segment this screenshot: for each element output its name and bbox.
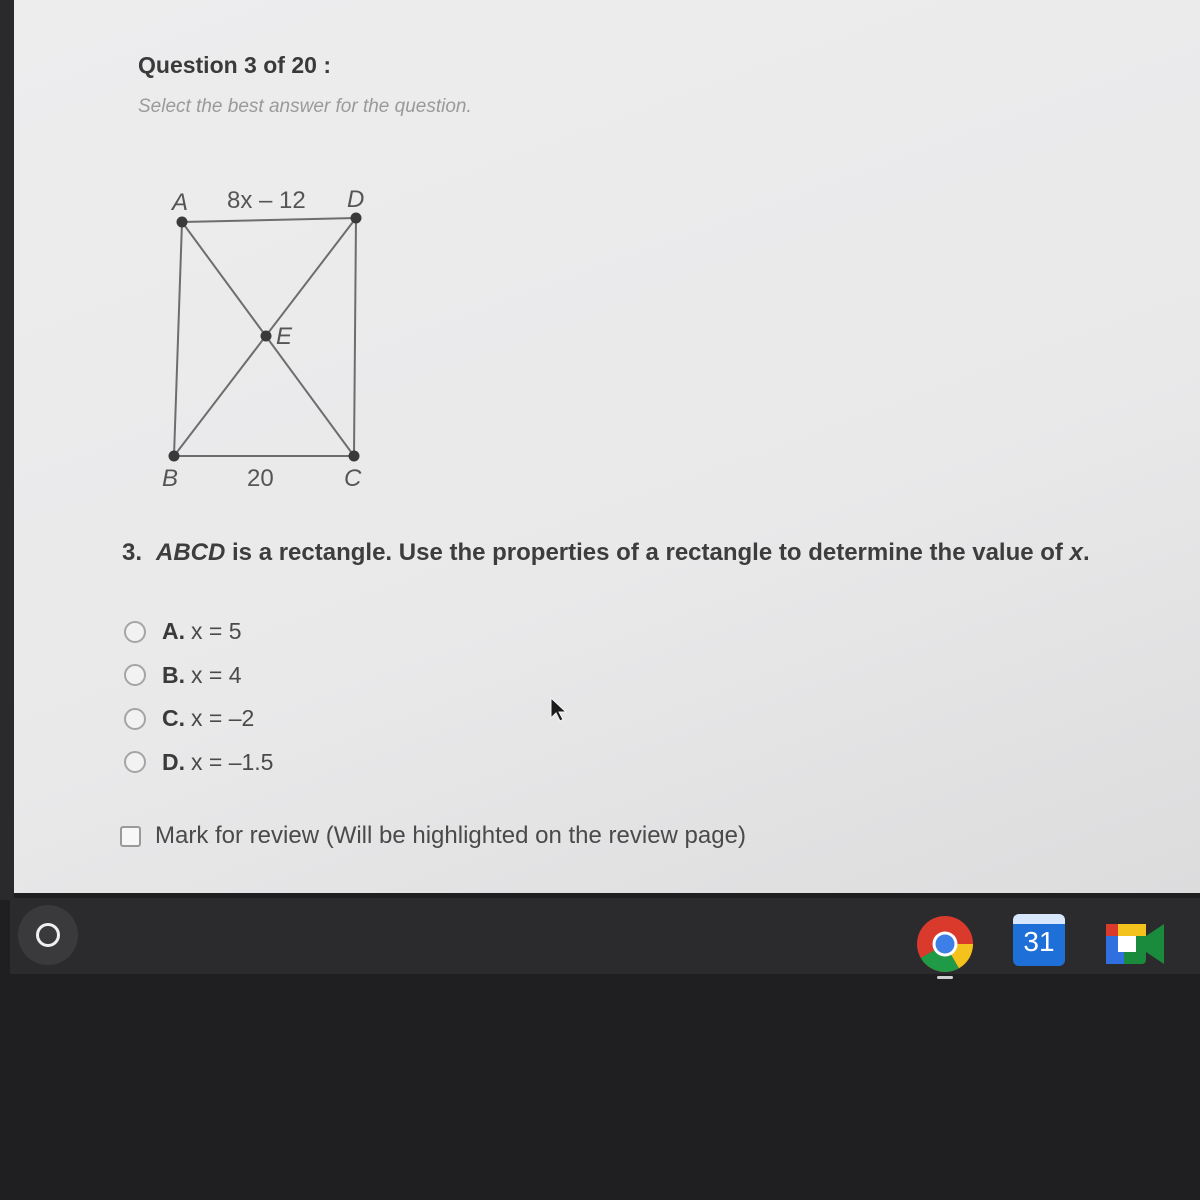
screen-bezel — [0, 0, 14, 900]
label-top-side: 8x – 12 — [227, 187, 306, 214]
point-e — [261, 331, 272, 342]
chrome-icon[interactable] — [915, 914, 975, 974]
mouse-cursor-icon — [550, 697, 570, 723]
mark-for-review[interactable] — [120, 822, 746, 850]
option-text: x = –1.5 — [191, 748, 274, 775]
option-letter: C. — [162, 705, 185, 732]
question-period: . — [1082, 539, 1090, 566]
option-text: x = 5 — [191, 618, 242, 645]
option-text: x = 4 — [191, 661, 242, 688]
chrome-active-indicator — [937, 976, 953, 979]
question-instruction: Select the best answer for the question. — [138, 96, 472, 117]
point-b — [169, 451, 180, 462]
option-a[interactable] — [124, 610, 273, 654]
option-b[interactable] — [124, 654, 273, 698]
label-a: A — [172, 189, 189, 216]
option-d[interactable] — [124, 741, 273, 785]
option-c[interactable] — [124, 697, 273, 741]
meet-icon[interactable] — [1104, 918, 1166, 970]
answer-options — [124, 610, 273, 784]
review-label: Mark for review (Will be highlighted on the review page) — [155, 822, 746, 849]
side-ad — [182, 218, 356, 222]
rectangle-diagram — [144, 180, 384, 500]
radio-button[interactable] — [124, 621, 146, 643]
question-shape-name: ABCD — [156, 539, 226, 566]
quiz-screen — [14, 0, 1200, 893]
point-c — [349, 451, 360, 462]
radio-button[interactable] — [124, 751, 146, 773]
question-number: 3. — [122, 539, 143, 566]
radio-button[interactable] — [124, 664, 146, 686]
question-counter: Question 3 of 20 : — [138, 52, 331, 78]
option-letter: D. — [162, 748, 185, 775]
point-d — [351, 213, 362, 224]
label-c: C — [344, 465, 362, 492]
calendar-icon[interactable] — [1013, 914, 1065, 966]
side-dc — [354, 218, 356, 456]
label-d: D — [347, 186, 365, 213]
option-letter: B. — [162, 661, 185, 688]
label-b: B — [162, 465, 179, 492]
review-checkbox[interactable] — [120, 826, 141, 847]
option-text: x = –2 — [191, 705, 255, 732]
calendar-day: 31 — [1023, 926, 1055, 957]
question-body: is a rectangle. Use the properties of a rectangle to determine the value of — [225, 539, 1070, 566]
question-variable: x — [1069, 539, 1083, 566]
point-a — [177, 217, 188, 228]
option-letter: A. — [162, 618, 185, 645]
label-bottom-side: 20 — [247, 465, 274, 492]
label-e: E — [276, 323, 293, 350]
question-text — [122, 539, 1192, 567]
radio-button[interactable] — [124, 708, 146, 730]
launcher-ring — [36, 923, 60, 947]
side-ba — [174, 222, 182, 456]
launcher-icon[interactable] — [18, 905, 78, 965]
calendar-header — [1013, 914, 1065, 924]
